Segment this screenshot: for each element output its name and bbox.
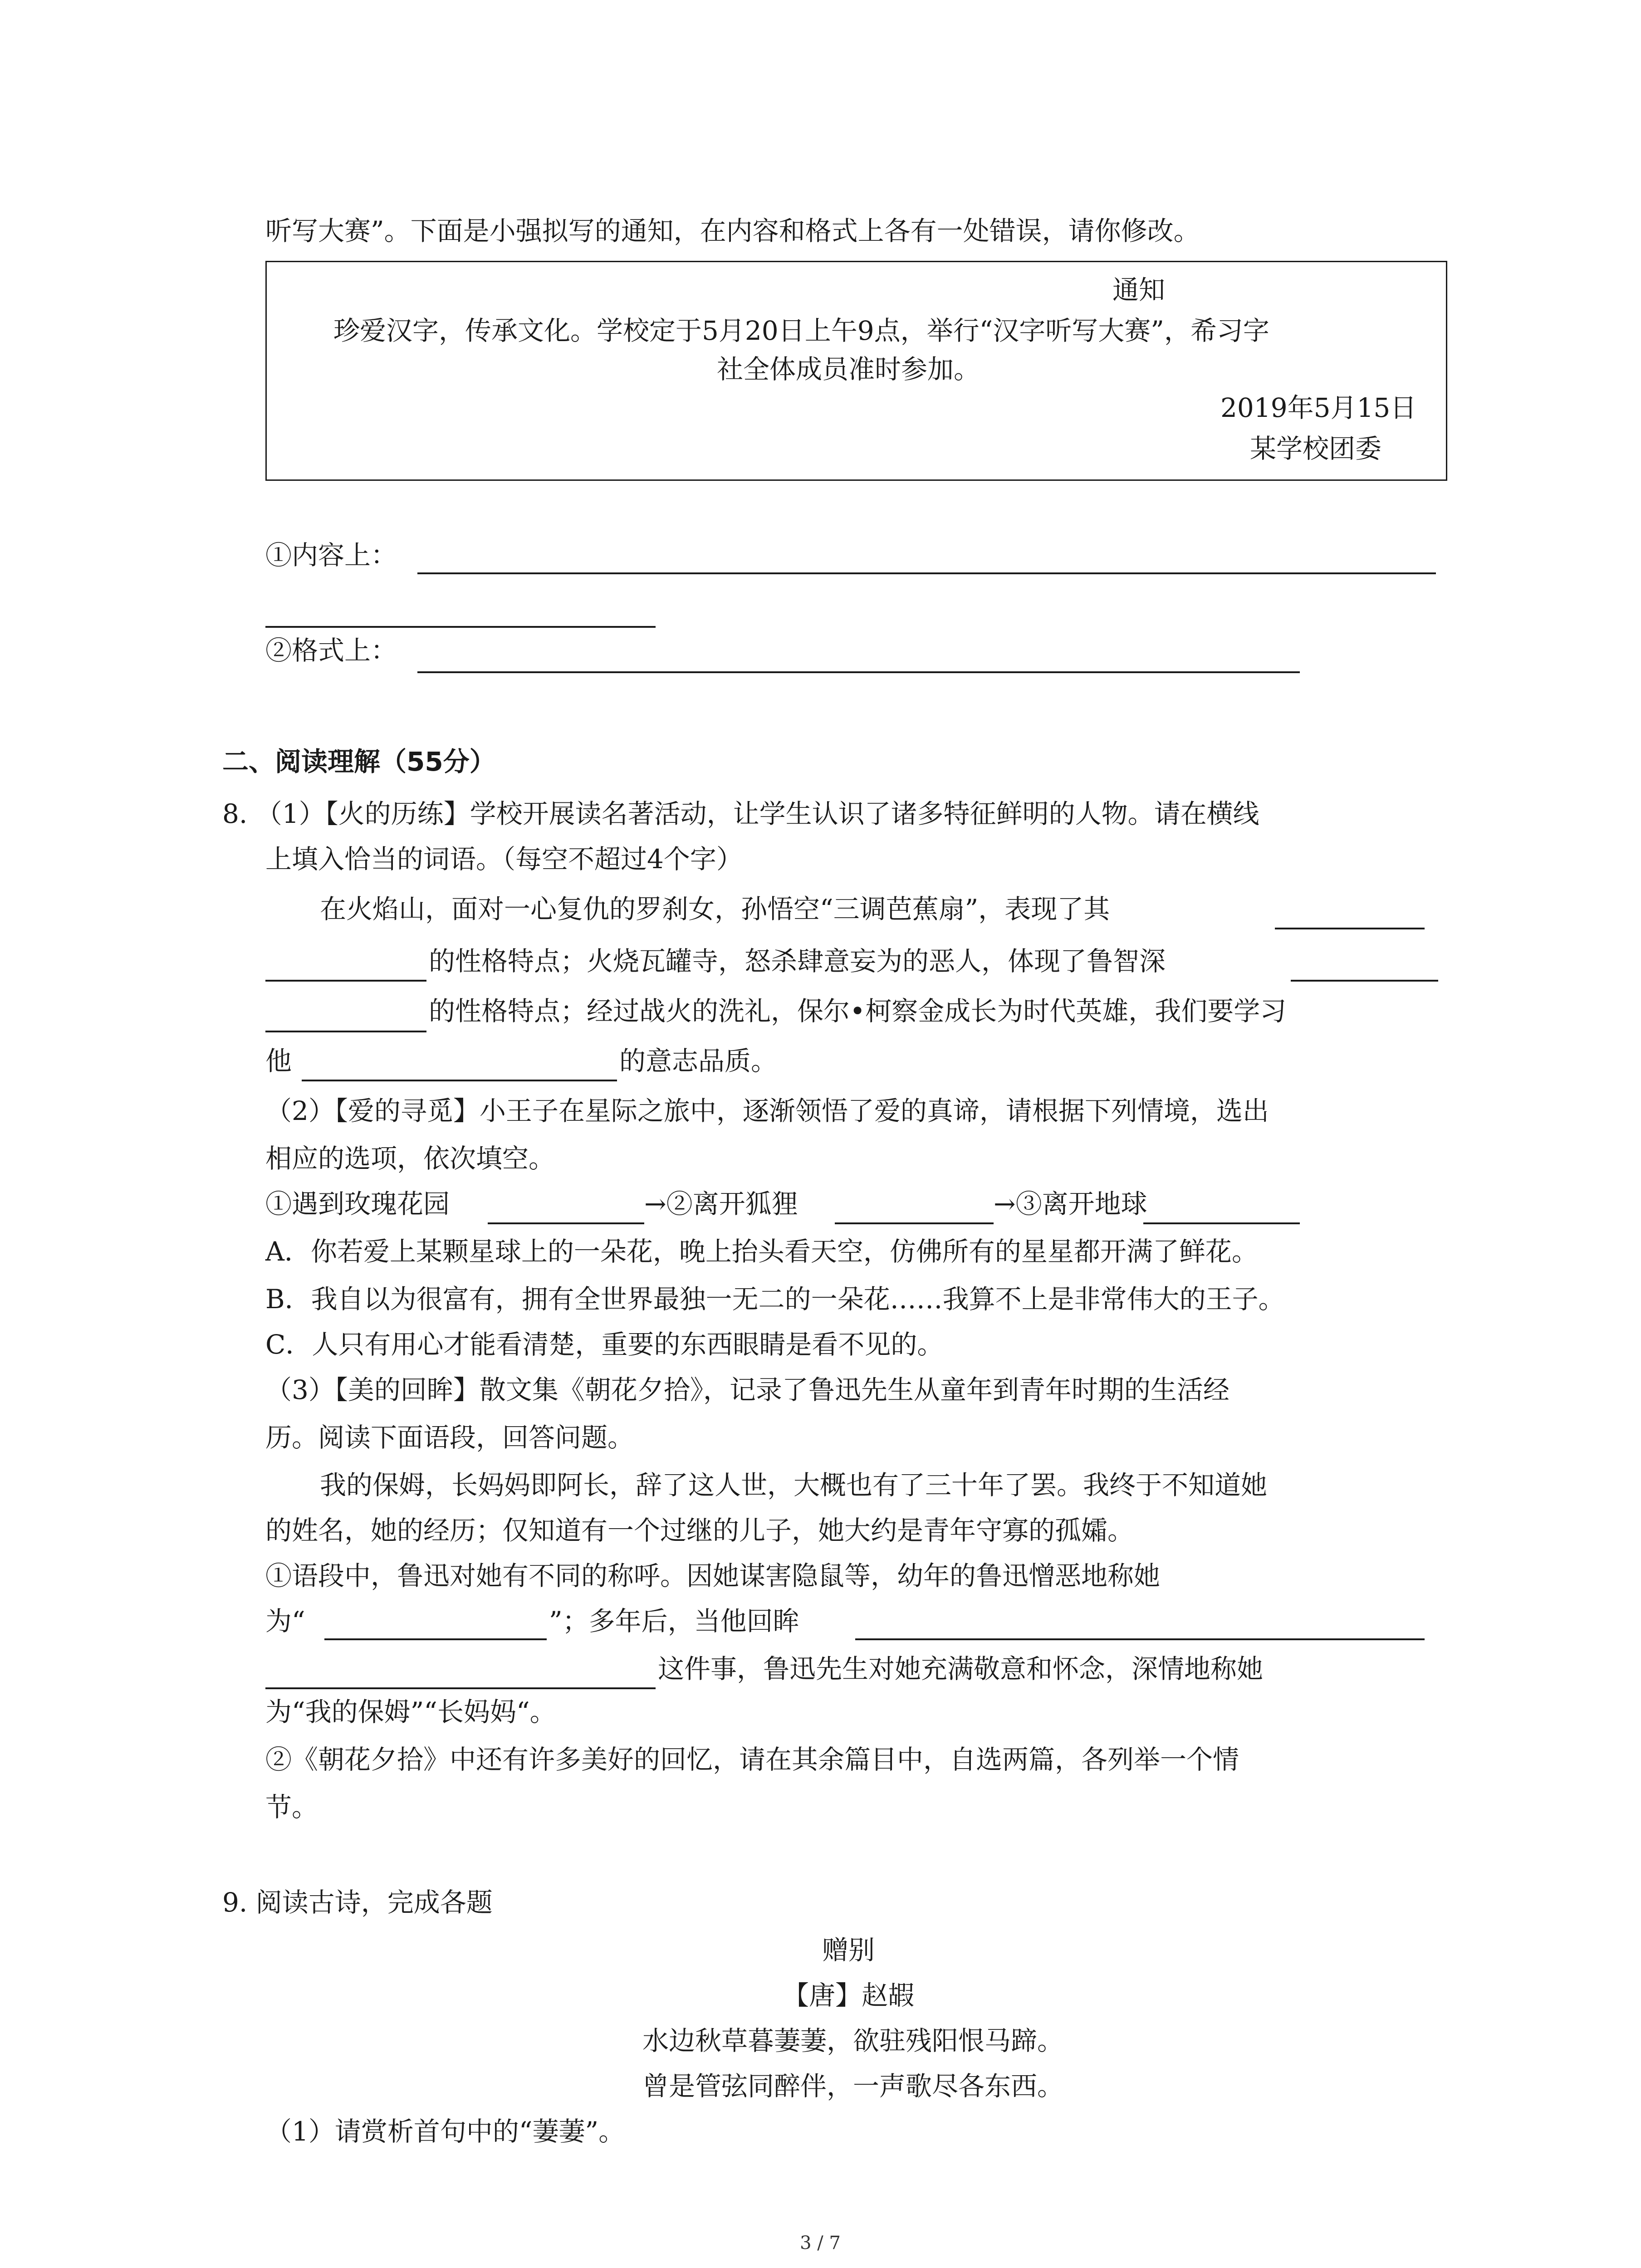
q8-p3-quote1: 我的保姆，长妈妈即阿长，辞了这人世，大概也有了三十年了罢。我终于不知道她 <box>320 1470 1268 1501</box>
q8-p3-q1-line1: ①语段中，鲁迅对她有不同的称呼。因她谋害隐鼠等，幼年的鲁迅憎恶地称她 <box>265 1560 1161 1591</box>
q8-p3-q2-line1: ②《朝花夕拾》中还有许多美好的回忆，请在其余篇目中，自选两篇，各列举一个情 <box>265 1744 1239 1775</box>
blank-event-1[interactable] <box>855 1638 1425 1640</box>
q9-stem: 9. 阅读古诗，完成各题 <box>222 1887 493 1918</box>
poem-title: 赠别 <box>822 1935 875 1965</box>
q9-sub1: （1）请赏析首句中的“萋萋”。 <box>265 2116 625 2147</box>
intro-line: 听写大赛”。下面是小强拟写的通知，在内容和格式上各有一处错误，请你修改。 <box>265 215 1200 246</box>
q8-p3-q1-a: 为“ <box>265 1606 305 1637</box>
blank-event-2[interactable] <box>265 1687 656 1689</box>
format-answer-line[interactable] <box>417 671 1300 673</box>
blank-wukong-2[interactable] <box>265 980 426 982</box>
q8-p2-step1: ①遇到玫瑰花园 <box>265 1188 450 1219</box>
q8-p3-line1: （3）【美的回眸】散文集《朝花夕拾》，记录了鲁迅先生从童年到青年时期的生活经 <box>265 1374 1230 1405</box>
notice-body-line2: 社全体成员准时参加。 <box>716 354 980 385</box>
q8-p2-line1: （2）【爱的寻觅】小王子在星际之旅中，逐渐领悟了爱的真谛，请根据下列情境，选出 <box>265 1095 1269 1126</box>
notice-issuer: 某学校团委 <box>1250 433 1382 464</box>
q8-option-c: C．人只有用心才能看清楚，重要的东西眼睛是看不见的。 <box>265 1329 944 1360</box>
blank-luzhishen-1[interactable] <box>1291 980 1438 982</box>
poem-author: 【唐】赵嘏 <box>782 1980 915 2011</box>
q8-p3-quote2: 的姓名，她的经历；仅知道有一个过继的儿子，她大约是青年守寡的孤孀。 <box>265 1515 1134 1546</box>
q8-p2-step2: →②离开狐狸 <box>644 1188 798 1219</box>
q8-p3-q1-c: 这件事，鲁迅先生对她充满敬意和怀念，深情地称她 <box>658 1653 1264 1684</box>
section2-heading: 二、阅读理解（55分） <box>222 746 496 777</box>
q8-p3-q2-line2: 节。 <box>265 1792 318 1823</box>
content-answer-line-1[interactable] <box>417 572 1436 574</box>
notice-title: 通知 <box>1112 274 1166 305</box>
blank-wukong-1[interactable] <box>1275 928 1425 929</box>
blank-nickname[interactable] <box>324 1638 547 1640</box>
blank-step1[interactable] <box>488 1222 644 1224</box>
q8-p2-line2: 相应的选项，依次填空。 <box>265 1143 555 1174</box>
format-answer-label: ②格式上： <box>265 635 397 666</box>
blank-luzhishen-2[interactable] <box>265 1031 426 1032</box>
blank-step2[interactable] <box>835 1222 994 1224</box>
q8-p1-text3: 的性格特点；经过战火的洗礼，保尔•柯察金成长为时代英雄，我们要学习 <box>429 996 1287 1026</box>
q8-p3-q1-d: 为“我的保姆”“长妈妈“。 <box>265 1696 556 1727</box>
q8-p1-text1: 在火焰山，面对一心复仇的罗刹女，孙悟空“三调芭蕉扇”，表现了其 <box>320 894 1110 924</box>
q8-p1-text2: 的性格特点；火烧瓦罐寺，怒杀肆意妄为的恶人，体现了鲁智深 <box>429 946 1166 977</box>
notice-body-line1: 珍爱汉字，传承文化。学校定于5月20日上午9点，举行“汉字听写大赛”，希习字 <box>333 315 1269 346</box>
notice-date: 2019年5月15日 <box>1220 392 1417 423</box>
poem-line-1: 水边秋草暮萋萋，欲驻残阳恨马蹄。 <box>642 2025 1064 2056</box>
q8-p1-text4b: 的意志品质。 <box>619 1046 778 1076</box>
poem-line-2: 曾是管弦同醉伴，一声歌尽各东西。 <box>642 2071 1064 2102</box>
q8-p2-step3: →③离开地球 <box>994 1188 1147 1219</box>
q8-p3-q1-b: ”；多年后，当他回眸 <box>549 1606 799 1637</box>
content-answer-line-2[interactable] <box>265 626 656 628</box>
q8-p1-line2: 上填入恰当的词语。（每空不超过4个字） <box>265 844 743 875</box>
blank-pavel[interactable] <box>302 1080 617 1081</box>
page-number: 3 / 7 <box>800 2233 841 2253</box>
q8-p1-text4a: 他 <box>265 1046 292 1076</box>
q8-option-a: A．你若爱上某颗星球上的一朵花，晚上抬头看天空，仿佛所有的星星都开满了鲜花。 <box>265 1236 1258 1267</box>
content-answer-label: ①内容上： <box>265 540 397 571</box>
q8-p1-line1: 8. （1）【火的历练】学校开展读名著活动，让学生认识了诸多特征鲜明的人物。请在横线 <box>222 798 1259 829</box>
q8-option-b: B．我自以为很富有，拥有全世界最独一无二的一朵花……我算不上是非常伟大的王子。 <box>265 1284 1285 1315</box>
blank-step3[interactable] <box>1143 1222 1300 1224</box>
q8-p3-line2: 历。阅读下面语段，回答问题。 <box>265 1422 634 1453</box>
